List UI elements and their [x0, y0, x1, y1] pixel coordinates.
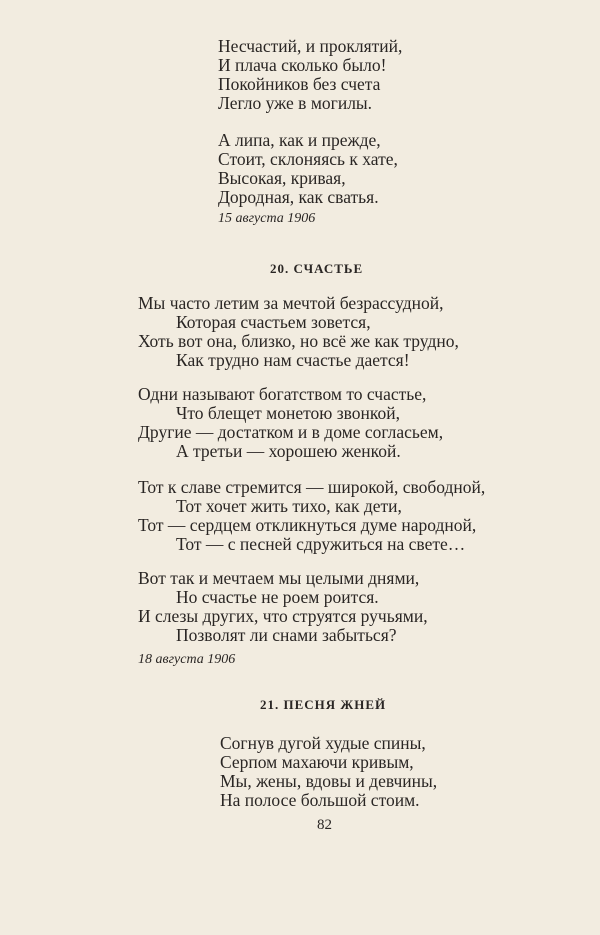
verse-line: И слезы других, что струятся ручьями, — [138, 606, 428, 626]
verse-line: Несчастий, и проклятий, — [218, 36, 403, 56]
poem-20-stanza-2 — [138, 385, 443, 461]
verse-line: Покойников без счета — [218, 74, 381, 94]
verse-line: Позволят ли снами забыться? — [176, 625, 397, 645]
verse-line: А липа, как и прежде, — [218, 130, 381, 150]
poem-title: 21. ПЕСНЯ ЖНЕЙ — [260, 697, 387, 712]
page-number: 82 — [317, 817, 332, 833]
poem-20-stanza-1 — [138, 294, 459, 370]
verse-line: Тот хочет жить тихо, как дети, — [176, 496, 402, 516]
verse-line: Дородная, как сватья. — [218, 187, 379, 207]
poem-date: 18 августа 1906 — [138, 652, 236, 667]
verse-line: Вот так и мечтаем мы целыми днями, — [138, 568, 420, 588]
verse-line: Как трудно нам счастье дается! — [176, 350, 410, 370]
verse-line: Что блещет монетою звонкой, — [176, 403, 400, 423]
verse-line: Высокая, кривая, — [218, 168, 346, 188]
verse-line: На полосе большой стоим. — [220, 790, 420, 810]
verse-line: А третьи — хорошею женкой. — [176, 441, 401, 461]
verse-line: Которая счастьем зовется, — [176, 312, 371, 332]
verse-line: Тот к славе стремится — широкой, свободной, — [138, 477, 486, 497]
poem-20-stanza-4 — [138, 569, 428, 645]
verse-line: Другие — достатком и в доме согласьем, — [138, 422, 444, 442]
verse-line: Стоит, склоняясь к хате, — [218, 149, 398, 169]
verse-line: Серпом махаючи кривым, — [220, 752, 414, 772]
poem-19-stanza-2 — [218, 131, 398, 207]
verse-line: Хоть вот она, близко, но всё же как трудно, — [138, 331, 459, 351]
verse-line: Одни называют богатством то счастье, — [138, 384, 427, 404]
verse-line: Согнув дугой худые спины, — [220, 733, 426, 753]
poem-19-stanza-1 — [218, 37, 402, 113]
verse-line: Тот — сердцем откликнуться думе народной, — [138, 515, 477, 535]
verse-line: Но счастье не роем роится. — [176, 587, 379, 607]
poem-title: 20. СЧАСТЬЕ — [270, 261, 364, 276]
verse-line: И плача сколько было! — [218, 55, 387, 75]
poem-21-stanza-1 — [220, 734, 437, 810]
poem-date: 15 августа 1906 — [218, 211, 316, 226]
verse-line: Мы часто летим за мечтой безрассудной, — [138, 293, 444, 313]
verse-line: Тот — с песней сдружиться на свете… — [176, 534, 466, 554]
verse-line: Легло уже в могилы. — [218, 93, 373, 113]
poem-20-stanza-3 — [138, 478, 485, 554]
verse-line: Мы, жены, вдовы и девчины, — [220, 771, 438, 791]
